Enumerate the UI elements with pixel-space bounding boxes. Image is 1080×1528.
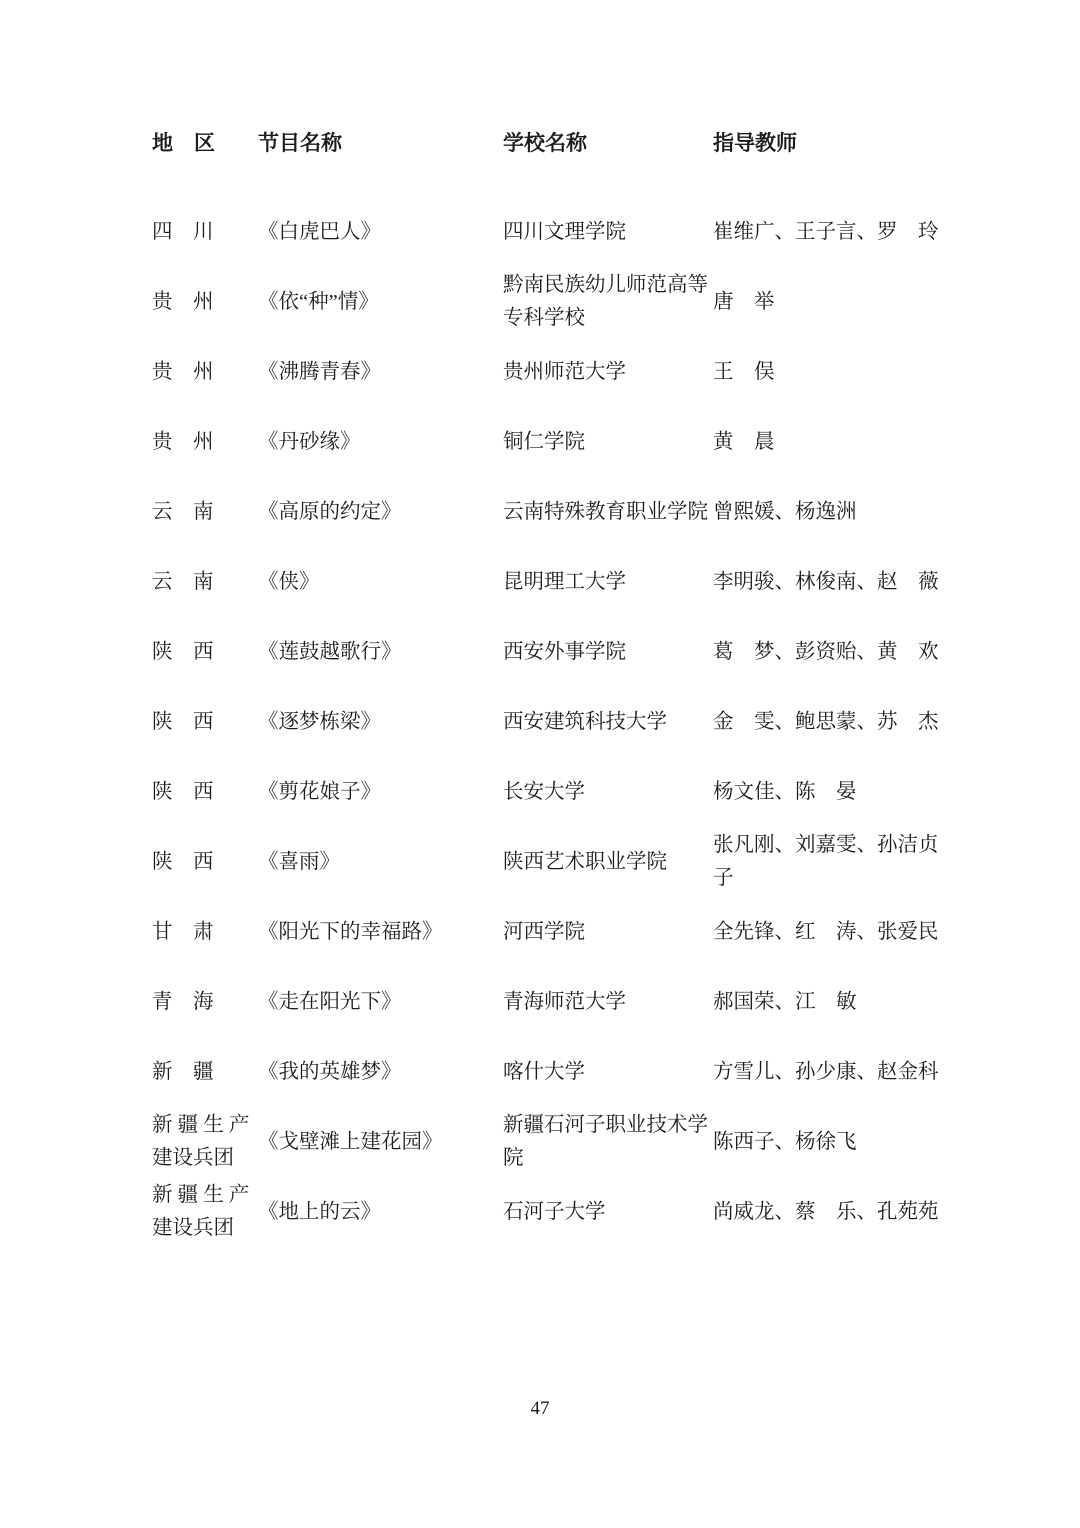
program-cell: 《戈壁滩上建花园》 <box>258 1130 443 1153</box>
teacher-cell: 王 俣 <box>713 360 775 383</box>
program-cell: 《喜雨》 <box>258 850 340 873</box>
table-row <box>152 547 952 617</box>
page-number: 47 <box>530 1398 550 1419</box>
school-cell: 青海师范大学 <box>503 990 626 1013</box>
teacher-cell: 黄 晨 <box>713 430 775 453</box>
school-cell: 四川文理学院 <box>503 220 626 243</box>
region-cell: 陕 西 <box>152 850 214 873</box>
header-school: 学校名称 <box>503 131 587 155</box>
school-cell: 石河子大学 <box>503 1200 606 1223</box>
region-cell: 贵 州 <box>152 290 214 313</box>
program-cell: 《丹砂缘》 <box>258 430 361 453</box>
program-cell: 《高原的约定》 <box>258 500 402 523</box>
table-row <box>152 1037 952 1107</box>
region-cell: 陕 西 <box>152 780 214 803</box>
teacher-cell: 张凡刚、刘嘉雯、孙洁贞子 <box>713 834 939 889</box>
program-cell: 《沸腾青春》 <box>258 360 381 383</box>
school-cell: 云南特殊教育职业学院 <box>503 500 708 523</box>
region-cell: 陕 西 <box>152 710 214 733</box>
school-cell: 河西学院 <box>503 920 585 943</box>
table-row <box>152 687 952 757</box>
program-cell: 《莲鼓越歌行》 <box>258 640 402 663</box>
program-cell: 《我的英雄梦》 <box>258 1060 402 1083</box>
program-cell: 《走在阳光下》 <box>258 990 402 1013</box>
school-cell: 陕西艺术职业学院 <box>503 850 667 873</box>
teacher-cell: 全先锋、红 涛、张爱民 <box>713 920 939 943</box>
teacher-cell: 杨文佳、陈 晏 <box>713 780 857 803</box>
teacher-cell: 陈西子、杨徐飞 <box>713 1130 857 1153</box>
table-row <box>152 897 952 967</box>
program-cell: 《地上的云》 <box>258 1200 381 1223</box>
teacher-cell: 郝国荣、江 敏 <box>713 990 857 1013</box>
table-row <box>152 197 952 267</box>
region-cell: 云 南 <box>152 500 214 523</box>
school-cell: 贵州师范大学 <box>503 360 626 383</box>
table-row <box>152 1177 952 1247</box>
table-row <box>152 337 952 407</box>
teacher-cell: 尚威龙、蔡 乐、孔苑苑 <box>713 1200 939 1223</box>
table-header <box>152 131 952 155</box>
table-row <box>152 407 952 477</box>
teacher-cell: 方雪儿、孙少康、赵金科 <box>713 1060 939 1083</box>
table-row <box>152 1107 952 1177</box>
teacher-cell: 金 雯、鲍思蒙、苏 杰 <box>713 710 939 733</box>
teacher-cell: 曾熙媛、杨逸洲 <box>713 500 857 523</box>
program-cell: 《逐梦栋梁》 <box>258 710 381 733</box>
table-row <box>152 267 952 337</box>
program-cell: 《依“种”情》 <box>258 290 379 313</box>
table-row <box>152 617 952 687</box>
region-cell: 云 南 <box>152 570 214 593</box>
program-cell: 《白虎巴人》 <box>258 220 381 243</box>
region-cell: 贵 州 <box>152 360 214 383</box>
teacher-cell: 崔维广、王子言、罗 玲 <box>713 220 939 243</box>
teacher-cell: 李明骏、林俊南、赵 薇 <box>713 570 939 593</box>
school-cell: 铜仁学院 <box>503 430 585 453</box>
region-cell: 贵 州 <box>152 430 214 453</box>
award-table <box>152 131 952 1247</box>
region-cell: 甘 肃 <box>152 920 214 943</box>
school-cell: 西安外事学院 <box>503 640 626 663</box>
table-row <box>152 967 952 1037</box>
region-cell: 新 疆 生 产 建设兵团 <box>152 1114 250 1169</box>
teacher-cell: 葛 梦、彭资贻、黄 欢 <box>713 640 939 663</box>
teacher-cell: 唐 举 <box>713 290 775 313</box>
region-cell: 四 川 <box>152 220 214 243</box>
school-cell: 长安大学 <box>503 780 585 803</box>
header-program: 节目名称 <box>258 131 342 155</box>
region-cell: 新 疆 生 产 建设兵团 <box>152 1184 250 1239</box>
school-cell: 新疆石河子职业技术学院 <box>503 1114 708 1169</box>
region-cell: 新 疆 <box>152 1060 214 1083</box>
table-row <box>152 757 952 827</box>
program-cell: 《侠》 <box>258 570 320 593</box>
school-cell: 西安建筑科技大学 <box>503 710 667 733</box>
header-region: 地 区 <box>152 131 215 155</box>
program-cell: 《阳光下的幸福路》 <box>258 920 443 943</box>
school-cell: 喀什大学 <box>503 1060 585 1083</box>
program-cell: 《剪花娘子》 <box>258 780 381 803</box>
table-row <box>152 827 952 897</box>
school-cell: 昆明理工大学 <box>503 570 626 593</box>
region-cell: 陕 西 <box>152 640 214 663</box>
table-row <box>152 477 952 547</box>
region-cell: 青 海 <box>152 990 214 1013</box>
table-body <box>152 197 952 1247</box>
header-teacher: 指导教师 <box>713 131 797 155</box>
school-cell: 黔南民族幼儿师范高等专科学校 <box>503 274 708 329</box>
